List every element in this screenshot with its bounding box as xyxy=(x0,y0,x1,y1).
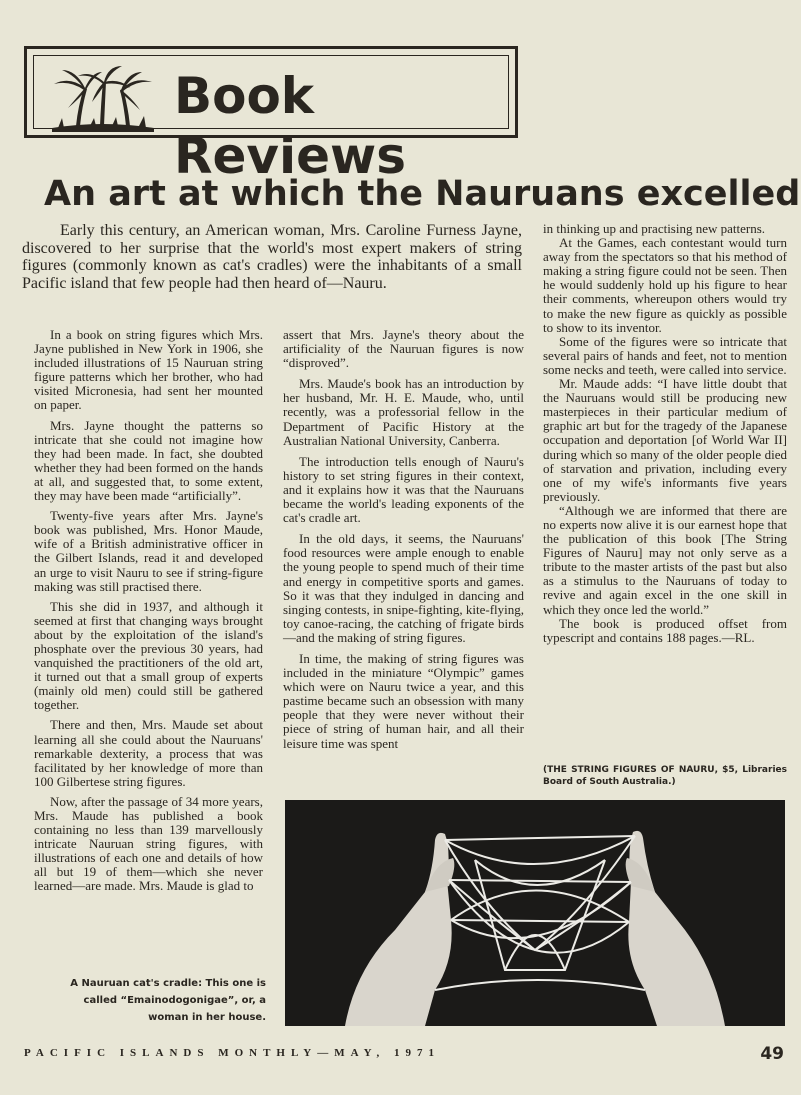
paragraph: assert that Mrs. Jayne's theory about the artificiality of the Nauruan figures is now “disproved”. xyxy=(283,327,524,371)
column-1 xyxy=(34,328,263,900)
paragraph: Twenty-five years after Mrs. Jayne's book was published, Mrs. Honor Maude, wife of a British administrative officer in the Gilbert Islands, read it and developed an urge to visit Nauru to see if string-figure making was still practised there. xyxy=(34,508,263,594)
palm-trees-icon xyxy=(48,62,158,134)
paragraph: Now, after the passage of 34 more years, Mrs. Maude has published a book containing no less than 139 marvellously intricate Nauruan string figures, with illustrations of each one and details of how all but 19 of them—which she never learned—are made. Mrs. Maude is glad to xyxy=(34,793,263,894)
paragraph: In a book on string figures which Mrs. Jayne published in New York in 1906, she included illustrations of 15 Nauruan string figure patterns which her brother, who had visited Micronesia, had sent her mounted on paper. xyxy=(34,327,263,413)
column-2 xyxy=(283,328,524,758)
paragraph: At the Games, each contestant would turn away from the spectators so that his method of making a string figure could not be seen. Then he would suddenly hold up his figure to hear their comments, whereupon others would try to make the new figure as quickly as possible to show to its inventor. xyxy=(543,235,787,335)
paragraph: Some of the figures were so intricate that several pairs of hands and feet, not to mention some necks and teeth, were called into service. xyxy=(543,333,787,377)
paragraph: in thinking up and practising new patterns. xyxy=(543,221,766,236)
photo-caption: A Nauruan cat's cradle: This one is called “Emainodogonigae”, or, a woman in her house. xyxy=(70,978,266,1023)
paragraph: “Although we are informed that there are no experts now alive it is our earnest hope that the publication of this book [The String Figures of Nauru] may not only serve as a tribute to the master artists of the past but also as a stimulus to the Nauruans of today to revive and again excel in the one skill in which they once led the world.” xyxy=(543,502,787,617)
page-number: 49 xyxy=(760,1044,784,1064)
paragraph: There and then, Mrs. Maude set about learning all she could about the Nauruans' remarkable dexterity, a process that was facilitated by her knowledge of more than 100 Gilbertese string figures. xyxy=(34,717,263,789)
book-credit: (THE STRING FIGURES OF NAURU, $5, Libraries Board of South Australia.) xyxy=(543,765,787,787)
paragraph: In time, the making of string figures was included in the miniature “Olympic” games which were on Nauru twice a year, and this pastime became such an obsession with many people that they were never without their piece of string of human hair, and all their leisure time was spent xyxy=(283,650,524,751)
photo-illustration xyxy=(285,800,785,1026)
paragraph: The book is produced offset from typescript and contains 188 pages.—RL. xyxy=(543,615,787,645)
paragraph: Mr. Maude adds: “I have little doubt that the Nauruans would still be producing new masterpieces in their particular medium of graphic art but for the tragedy of the Japanese occupation and deportation [of World War II] during which so many of the older people died of starvation and privation, including every one of my wife's informants five years previously. xyxy=(543,376,787,504)
page-footer xyxy=(24,1044,784,1064)
paragraph: In the old days, it seems, the Nauruans' food resources were ample enough to enable the young people to spend much of their time and energy in competitive sports and games. So it was that they indulged in dancing and singing contests, in snipe-fighting, kite-flying, toy canoe-racing, the catching of frigate birds—and the making of string figures. xyxy=(283,531,524,645)
paragraph: Mrs. Maude's book has an introduction by her husband, Mr. H. E. Maude, who, until recently, was a professorial fellow in the Department of Pacific History at the Australian National University, Canberra. xyxy=(283,376,524,448)
paragraph: The introduction tells enough of Nauru's history to set string figures in their context, and it explains how it was that the Nauruans became the world's leading exponents of the cat's cradle art. xyxy=(283,453,524,526)
banner-frame xyxy=(33,55,509,185)
column-3 xyxy=(543,222,787,645)
paragraph: This she did in 1937, and although it seemed at first that changing ways brought about by the exploitation of the island's phosphate over the previous 30 years, had vanquished the practitioners of the old art, it turned out that a small group of experts (mainly old men) could still be gathered together. xyxy=(34,598,263,713)
article-lede: Early this century, an American woman, Mrs. Caroline Furness Jayne, discovered to her surprise that the world's most expert makers of string figures (commonly known as cat's cradles) were the inhabitants of a small Pacific island that few people had then heard of—Nauru. xyxy=(22,222,522,292)
section-banner xyxy=(24,46,518,185)
publication-line: PACIFIC ISLANDS MONTHLY—MAY, 1971 xyxy=(24,1047,440,1059)
section-title: Book Reviews xyxy=(174,67,407,185)
cats-cradle-photo xyxy=(285,800,785,1026)
paragraph: Mrs. Jayne thought the patterns so intricate that she could not imagine how they had been made. In fact, she doubted whether they had been formed on the hands at all, and suggested that, to some extent, they may have been made “artificially”. xyxy=(34,417,263,504)
article-headline: An art at which the Nauruans excelled xyxy=(44,174,801,214)
